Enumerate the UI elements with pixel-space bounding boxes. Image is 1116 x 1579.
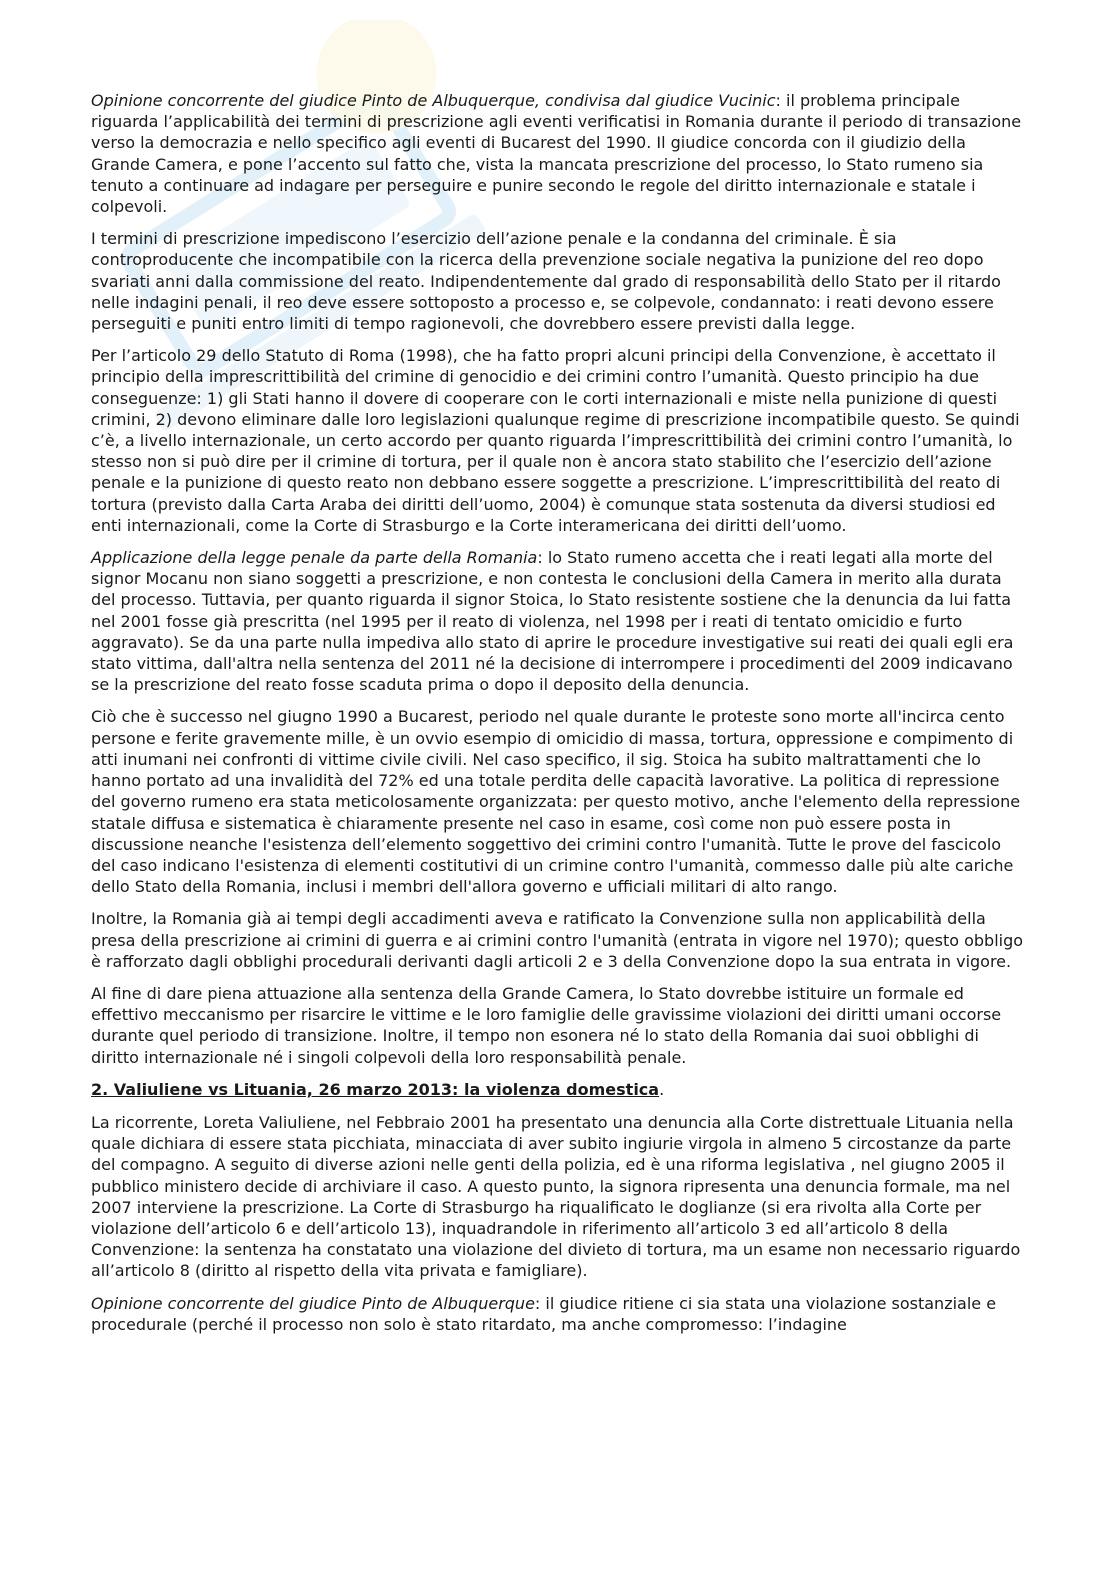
paragraph-opinione-vucinic xyxy=(91,90,1027,217)
paragraph-text: I termini di prescrizione impediscono l’esercizio dell’azione penale e la condanna del criminale. È sia controproducente che incompatibile con la ricerca della prevenzione sociale negativa la punizione del reo dopo svariati anni dalla commissione del reato. Indipendentemente dal grado di responsabilità dello Stato per il ritardo nelle indagini penali, il reo deve essere sottoposto a processo e, se colpevole, condannato: i reati devono essere perseguiti e puniti entro limiti di tempo ragionevoli, che dovrebbero essere previsti dalla legge. xyxy=(91,229,1001,334)
section-heading xyxy=(91,1079,1027,1100)
paragraph-ricorrente-valiuliene xyxy=(91,1112,1027,1282)
paragraph-convenzione-ratificata xyxy=(91,908,1027,972)
paragraph-termini-prescrizione xyxy=(91,228,1027,334)
paragraph-lead-italic: Opinione concorrente del giudice Pinto de Albuquerque xyxy=(91,1293,535,1313)
paragraph-opinione-pinto xyxy=(91,1293,1027,1335)
paragraph-bucarest-1990 xyxy=(91,706,1027,897)
paragraph-text: Inoltre, la Romania già ai tempi degli accadimenti aveva e ratificato la Convenzione sulla non applicabilità della presa della prescrizione ai crimini di guerra e ai crimini contro l'umanità (entrata in vigore nel 1970); questo obbligo è rafforzato dagli obblighi procedurali derivanti dagli articoli 2 e 3 della Convenzione dopo la sua entrata in vigore. xyxy=(91,909,1024,971)
paragraph-lead-italic: Applicazione della legge penale da parte della Romania xyxy=(91,548,538,568)
paragraph-text: Ciò che è successo nel giugno 1990 a Bucarest, periodo nel quale durante le proteste sono morte all'incirca cento persone e ferite gravemente mille, è un ovvio esempio di omicidio di massa, tortura, oppressione e compimento di atti inumani nei confronti di vittime civile civili. Nel caso specifico, il sig. Stoica ha subito maltrattamenti che lo hanno portato ad una invalidità del 72% ed una totale perdita delle capacità lavorative. La politica di repressione del governo rumeno era stata meticolosamente organizzata: per questo motivo, anche l'elemento della repressione statale diffusa e sistematica è chiaramente presente nel caso in esame, così come non può essere posta in discussione neanche l'esistenza dell’elemento soggettivo dei crimini contro l'umanità. Tutte le prove del fascicolo del caso indicano l'esistenza di elementi costitutivi di un crimine contro l'umanità, commesso dalle più alte cariche dello Stato della Romania, inclusi i membri dell'allora governo e ufficiali militari di alto rango. xyxy=(91,707,1021,897)
section-title: 2. Valiuliene vs Lituania, 26 marzo 2013: la violenza domestica xyxy=(91,1079,660,1099)
document-body xyxy=(91,90,1027,1335)
paragraph-lead-italic: Opinione concorrente del giudice Pinto de Albuquerque, condivisa dal giudice Vucinic xyxy=(91,91,776,110)
paragraph-text: : il giudice ritiene ci sia stata una violazione sostanziale e procedurale (perché il processo non solo è stato ritardato, ma anche compromesso: l’indagine xyxy=(91,1293,997,1334)
paragraph-text: : il problema principale riguarda l’applicabilità dei termini di prescrizione agli eventi verificatisi in Romania durante il periodo di transazione verso la democrazia e nello specifico agli eventi di Bucarest del 1990. Il giudice concorda con il giudizio della Grande Camera, e pone l’accento sul fatto che, vista la mancata prescrizione del processo, lo Stato rumeno sia tenuto a continuare ad indagare per perseguire e punire secondo le regole del diritto internazionale e statale i colpevoli. xyxy=(91,91,1022,217)
paragraph-text: : lo Stato rumeno accetta che i reati legati alla morte del signor Mocanu non siano soggetti a prescrizione, e non contesta le conclusioni della Camera in merito alla durata del processo. Tuttavia, per quanto riguarda il signor Stoica, lo Stato resistente sostiene che la denuncia da lui fatta nel 2001 fosse già prescritta (nel 1995 per il reato di violenza, nel 1998 per i reati di tentato omicidio e furto aggravato). Se da una parte nulla impediva allo stato di aprire le procedure investigative sui reati dei quali egli era stato vittima, dall'altra nella sentenza del 2011 né la decisione di interrompere i procedimenti del 2009 indicavano se la prescrizione del reato fosse scaduta prima o dopo il deposito della denuncia. xyxy=(91,548,1014,695)
paragraph-text: Per l’articolo 29 dello Statuto di Roma (1998), che ha fatto propri alcuni principi della Convenzione, è accettato il principio della imprescrittibilità del crimine di genocidio e dei crimini contro l’umanità. Questo principio ha due conseguenze: 1) gli Stati hanno il dovere di cooperare con le corti internazionali e miste nella punizione di questi crimini, 2) devono eliminare dalle loro legislazioni qualunque regime di prescrizione incompatibile questo. Se quindi c’è, a livello internazionale, un certo accordo per quanto riguarda l’imprescrittibilità dei crimini contro l’umanità, lo stesso non si può dire per il crimine di tortura, per il quale non è ancora stato stabilito che l’esercizio dell’azione penale e la punizione di questo reato non debbano essere soggette a prescrizione. L’imprescrittibilità del reato di tortura (previsto dalla Carta Araba dei diritti dell’uomo, 2004) è comunque stata sostenuta da diversi studiosi ed enti internazionali, come la Corte di Strasburgo e la Corte interamericana dei diritti dell’uomo. xyxy=(91,346,1020,535)
paragraph-attuazione-sentenza xyxy=(91,983,1027,1068)
section-title-trailing: . xyxy=(659,1079,665,1099)
paragraph-text: La ricorrente, Loreta Valiuliene, nel Febbraio 2001 ha presentato una denuncia alla Corte distrettuale Lituania nella quale dichiara di essere stata picchiata, minacciata di aver subito ingiurie virgola in almeno 5 circostanze da parte del compagno. A seguito di diverse azioni nelle genti della polizia, ed è una riforma legislativa , nel giugno 2005 il pubblico ministero decide di archiviare il caso. A questo punto, la signora ripresenta una denuncia formale, ma nel 2007 interviene la prescrizione. La Corte di Strasburgo ha riqualificato le doglianze (si era rivolta alla Corte per violazione dell’articolo 6 e dell’articolo 13), inquadrandole in riferimento all’articolo 3 ed all’articolo 8 della Convenzione: la sentenza ha constatato una violazione del divieto di tortura, ma un esame non necessario riguardo all’articolo 8 (diritto al rispetto della vita privata e famigliare). xyxy=(91,1112,1021,1281)
paragraph-statuto-roma xyxy=(91,345,1027,536)
paragraph-applicazione-legge xyxy=(91,547,1027,695)
paragraph-text: Al fine di dare piena attuazione alla sentenza della Grande Camera, lo Stato dovrebbe istituire un formale ed effettivo meccanismo per risarcire le vittime e le loro famiglie delle gravissime violazioni dei diritti umani occorse durante quel periodo di transizione. Inoltre, il tempo non esonera né lo stato della Romania dai suoi obblighi di diritto internazionale né i singoli colpevoli della loro responsabilità penale. xyxy=(91,983,1002,1067)
